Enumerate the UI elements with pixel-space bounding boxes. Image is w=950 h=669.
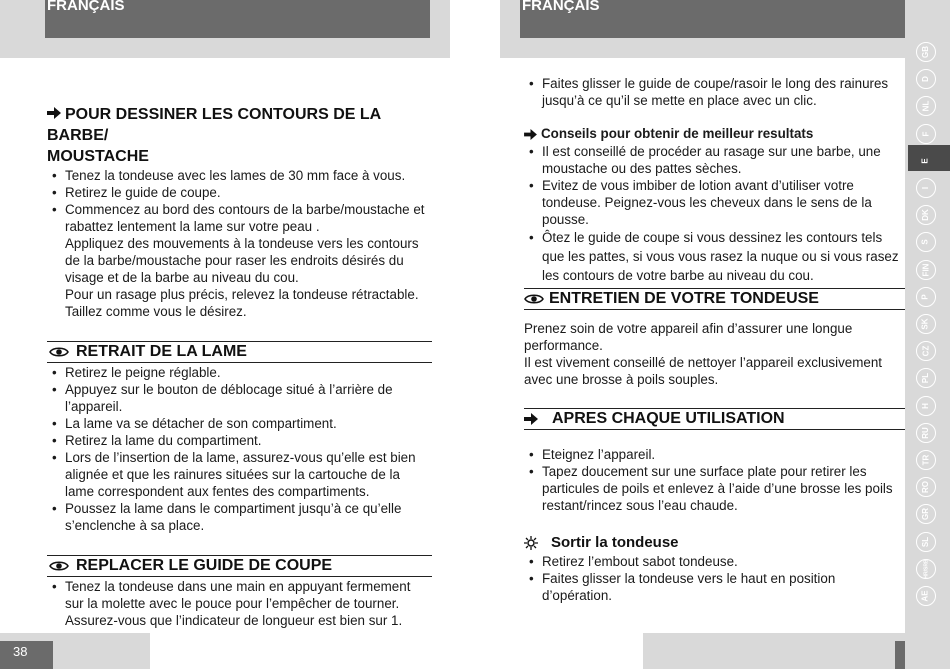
section-title-exit-text: Sortir la tondeuse (551, 534, 679, 551)
language-tab-h[interactable] (916, 396, 936, 416)
section-title-exit (524, 533, 905, 553)
language-tab-label: NL (920, 101, 930, 112)
slide-guide-list (524, 75, 905, 109)
list-item: • Retirez le peigne réglable. (47, 364, 432, 381)
list-item: • Faites glisser la tondeuse vers le haut en position d’opération. (524, 570, 905, 604)
left-header-bar (45, 0, 430, 38)
language-tab-f[interactable] (916, 124, 936, 144)
list-item: • Tapez doucement sur une surface plate pour retirer les particules de poils et enlevez à l’aide d’une brosse les poils restant/rincez sous l’eau chaude. (524, 463, 905, 514)
language-tab-label: RU (921, 427, 930, 439)
blade-removal-list (47, 364, 432, 534)
language-tab-d[interactable] (916, 69, 936, 89)
language-tab-label: FIN (920, 263, 930, 277)
language-tab-label: AE (921, 590, 930, 602)
language-tab-s[interactable] (916, 232, 936, 252)
arrow-right-icon (524, 129, 537, 140)
divider (47, 576, 432, 577)
eye-icon (524, 293, 544, 305)
list-item: • Evitez de vous imbiber de lotion avant d’utiliser votre tondeuse. Peignez-vous les cheveux dans le sens de la pousse. (524, 177, 905, 228)
section-title-maintenance (524, 289, 905, 309)
language-tab-p[interactable] (916, 287, 936, 307)
language-tab-label: HR/SRB (923, 559, 930, 579)
section-title-after-use-text: APRES CHAQUE UTILISATION (552, 410, 785, 427)
section-title-after-use (524, 409, 905, 429)
language-tab-cz[interactable] (916, 341, 936, 361)
eye-icon (49, 560, 69, 572)
divider (524, 309, 905, 310)
eye-icon (49, 346, 69, 358)
left-column (47, 104, 432, 629)
language-tab-gb[interactable] (916, 42, 936, 62)
section-title-tips-text: Conseils pour obtenir de meilleur resultats (541, 126, 814, 141)
language-tab-label: P (921, 294, 930, 300)
after-use-list (524, 446, 905, 514)
contours-list (47, 167, 432, 235)
section-title-replace-guide (49, 556, 432, 576)
exit-list (524, 553, 905, 604)
language-tab-label: D (921, 76, 930, 83)
list-item: • Retirez l’embout sabot tondeuse. (524, 553, 905, 570)
language-tab-ro[interactable] (916, 477, 936, 497)
language-tab-label: CZ (920, 345, 930, 357)
language-tab-sk[interactable] (916, 314, 936, 334)
tips-list (524, 143, 905, 285)
language-tab-label: I (920, 186, 930, 190)
section-title-contours-line2: MOUSTACHE (47, 148, 149, 165)
language-tab-tr[interactable] (916, 450, 936, 470)
contours-paragraph: Pour un rasage plus précis, relevez la tondeuse rétractable. Taillez comme vous le désirez. (65, 287, 419, 319)
language-tab-nl[interactable] (916, 96, 936, 116)
language-rail (905, 0, 950, 669)
right-header-bar (520, 0, 905, 38)
language-tab-label: E (921, 158, 930, 164)
divider (47, 362, 432, 363)
section-title-blade-removal-text: RETRAIT DE LA LAME (76, 343, 247, 360)
section-title-replace-guide-text: REPLACER LE GUIDE DE COUPE (76, 557, 333, 574)
divider (524, 429, 905, 430)
list-item: • La lame va se détacher de son compartiment. (47, 415, 432, 432)
list-item: • Tenez la tondeuse dans une main en appuyant fermement sur la molette avec le pouce pour l’empêcher de tourner. Assurez-vous que l’indicateur de longueur est bien sur 1. (47, 578, 432, 629)
list-item: • Il est conseillé de procéder au rasage sur une barbe, une moustache ou des pattes sèches. (524, 143, 905, 177)
list-item: • Faites glisser le guide de coupe/rasoir le long des rainures jusqu’à ce qu’il se mette en place avec un clic. (524, 75, 905, 109)
language-tab-pl[interactable] (916, 368, 936, 388)
section-title-contours (47, 104, 432, 167)
language-tab-hrsrb[interactable] (916, 559, 936, 579)
language-tab-dk[interactable] (916, 205, 936, 225)
language-tab-fin[interactable] (916, 260, 936, 280)
language-tab-label: S (921, 239, 930, 246)
language-tab-label: TR (920, 454, 930, 466)
section-title-maintenance-text: ENTRETIEN DE VOTRE TONDEUSE (549, 290, 819, 307)
sun-icon (524, 536, 538, 550)
right-column (524, 75, 905, 604)
language-tab-label: F (920, 131, 930, 137)
list-item: • Retirez le guide de coupe. (47, 184, 432, 201)
section-title-contours-line1: POUR DESSINER LES CONTOURS DE LA BARBE/ (47, 106, 381, 144)
language-tab-label: DK (921, 209, 930, 221)
list-item: • Appuyez sur le bouton de déblocage situé à l’arrière de l’appareil. (47, 381, 432, 415)
list-item: • Poussez la lame dans le compartiment jusqu’à ce qu’elle s’enclenche à sa place. (47, 500, 432, 534)
contours-paragraph: Appliquez des mouvements à la tondeuse vers les contours de la barbe/moustache pour raser les endroits désirés du visage et de la barbe au niveau du cou. (65, 236, 419, 285)
maintenance-paragraph: Il est vivement conseillé de nettoyer l’appareil exclusivement avec une brosse à poils souples. (524, 355, 883, 387)
right-header-label: FRANÇAIS (522, 0, 600, 14)
language-tab-label: SK (921, 318, 930, 330)
language-tab-label: GR (921, 508, 930, 521)
language-tab-label: GB (921, 46, 930, 58)
language-tab-label: RO (921, 481, 930, 494)
section-title-blade-removal (49, 342, 432, 362)
language-tab-e[interactable] (916, 151, 936, 171)
language-tab-ru[interactable] (916, 423, 936, 443)
language-tab-label: PL (920, 373, 930, 384)
list-item: • Eteignez l’appareil. (524, 446, 905, 463)
list-item: • Retirez la lame du compartiment. (47, 432, 432, 449)
section-title-tips (524, 125, 905, 143)
bottom-band-right (643, 633, 905, 669)
language-tab-sl[interactable] (916, 532, 936, 552)
list-item: • Commencez au bord des contours de la barbe/moustache et rabattez lentement la lame sur votre peau . (47, 201, 432, 235)
arrow-right-icon (524, 413, 538, 425)
left-page-number: 38 (0, 641, 53, 669)
list-item: • Lors de l’insertion de la lame, assurez-vous qu’elle est bien alignée et que les rainures situées sur la cartouche de la lame correspondent aux fentes des compartiments. (47, 449, 432, 500)
language-tab-i[interactable] (916, 178, 936, 198)
language-tab-ae[interactable] (916, 586, 936, 606)
replace-guide-list (47, 578, 432, 629)
language-tab-gr[interactable] (916, 504, 936, 524)
list-item: • Tenez la tondeuse avec les lames de 30 mm face à vous. (47, 167, 432, 184)
left-header-label: FRANÇAIS (47, 0, 125, 14)
maintenance-paragraph: Prenez soin de votre appareil afin d’assurer une longue performance. (524, 321, 853, 353)
arrow-right-icon (47, 107, 61, 119)
list-item: • Ôtez le guide de coupe si vous dessinez les contours tels que les pattes, si vous vous rasez la nuque ou si vous rasez les contours de votre barbe au niveau du cou. (524, 228, 905, 285)
language-tab-label: H (921, 402, 930, 409)
language-tab-label: SL (920, 536, 930, 547)
